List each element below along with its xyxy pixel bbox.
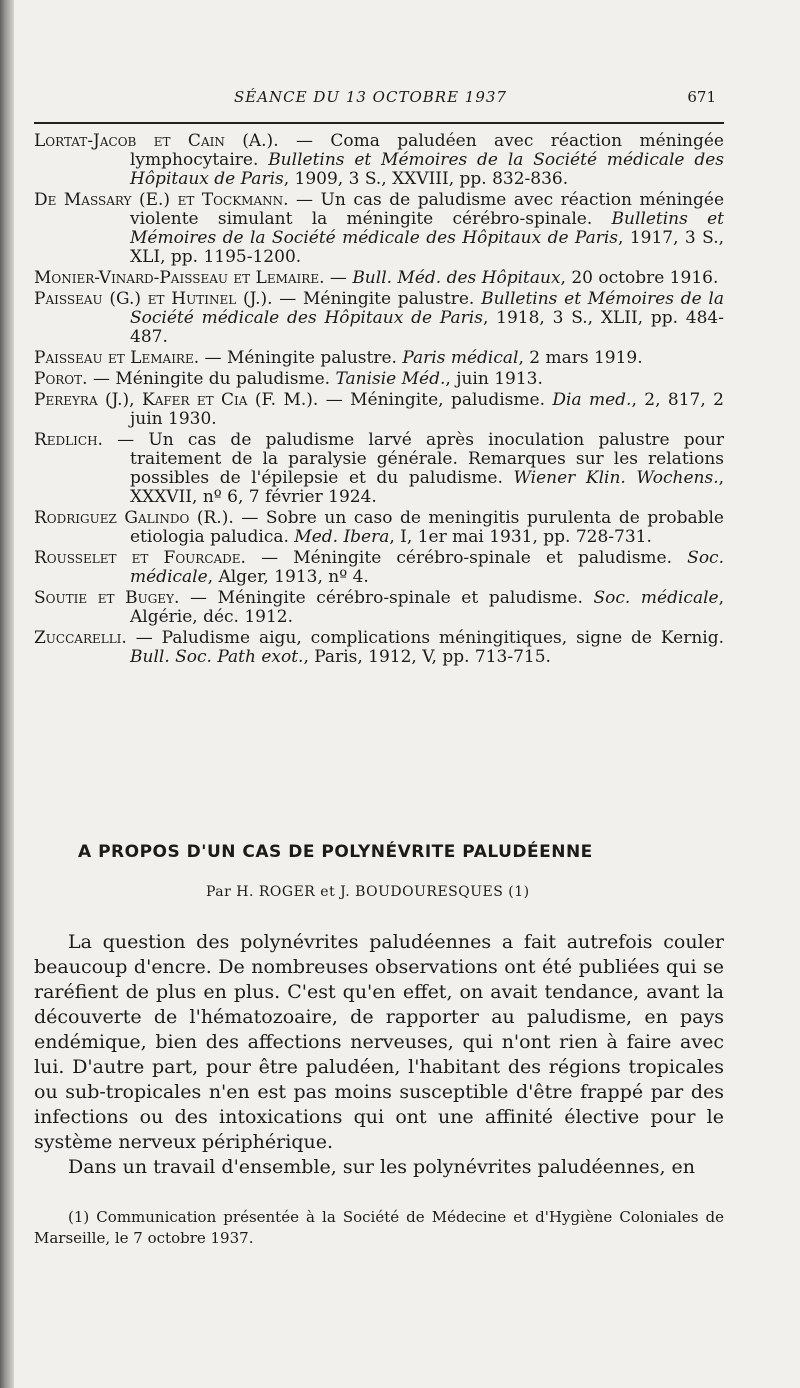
reference-details: , 1917, 3 S., XLI, pp. 1195-1200.	[130, 228, 725, 267]
reference-title: — Coma paludéen avec réaction méningée lymphocytaire.	[130, 131, 724, 170]
reference-entry	[34, 370, 724, 389]
reference-entry	[34, 431, 724, 507]
reference-journal: Bull. Méd. des Hôpitaux	[352, 268, 561, 288]
header-rule	[34, 122, 724, 124]
reference-authors: Soutie et Bugey.	[34, 588, 180, 608]
running-head	[34, 88, 724, 112]
reference-entry	[34, 349, 724, 368]
reference-journal: Tanisie Méd.	[335, 369, 446, 389]
reference-journal: Dia med.	[552, 390, 632, 410]
reference-title: — Méningite cérébro-spinale et paludisme.	[245, 548, 688, 568]
reference-journal: Bull. Soc. Path exot.	[130, 647, 304, 667]
reference-journal: Paris médical	[402, 348, 519, 368]
reference-details: , 2 mars 1919.	[518, 348, 643, 368]
reference-details: , Paris, 1912, V, pp. 713-715.	[303, 647, 551, 667]
reference-title: — Sobre un caso de meningitis purulenta de probable etiologia paludica.	[130, 508, 724, 547]
reference-journal: Bulletins et Mémoires de la Société médicale des Hôpitaux de Paris	[130, 150, 724, 189]
reference-journal: Bulletins et Mémoires de la Société médicale des Hôpitaux de Paris	[130, 289, 724, 328]
reference-authors: De Massary (E.) et Tockmann.	[34, 190, 289, 210]
reference-title: — Méningite cérébro-spinale et paludisme.	[179, 588, 594, 608]
reference-title: —	[324, 268, 353, 288]
article-authors: Par H. ROGER et J. BOUDOURESQUES (1)	[206, 884, 530, 900]
reference-details: , Alger, 1913, nº 4.	[207, 567, 369, 587]
reference-details: , 20 octobre 1916.	[560, 268, 719, 288]
reference-entry	[34, 269, 724, 288]
running-title: SÉANCE DU 13 OCTOBRE 1937	[234, 88, 507, 106]
reference-title: — Un cas de paludisme avec réaction méningée violente simulant la méningite cérébro-spinale.	[130, 190, 724, 229]
body-paragraph: Dans un travail d'ensemble, sur les polynévrites paludéennes, en	[68, 1156, 695, 1178]
article-body	[34, 930, 724, 1180]
reference-authors: Zuccarelli.	[34, 628, 127, 648]
article-title: A PROPOS D'UN CAS DE POLYNÉVRITE PALUDÉENNE	[78, 842, 593, 862]
reference-title: — Méningite, paludisme.	[318, 390, 553, 410]
reference-entry	[34, 290, 724, 347]
reference-authors: Rousselet et Fourcade.	[34, 548, 246, 568]
reference-authors: Paisseau et Lemaire.	[34, 348, 200, 368]
reference-entry	[34, 509, 724, 547]
reference-journal: Soc. médicale	[130, 548, 724, 587]
reference-entry	[34, 629, 724, 667]
reference-details: , XXXVII, nº 6, 7 février 1924.	[130, 468, 724, 507]
reference-details: , 1909, 3 S., XXVIII, pp. 832-836.	[283, 169, 569, 189]
reference-title: — Méningite du paludisme.	[87, 369, 336, 389]
reference-entry	[34, 549, 724, 587]
reference-authors: Paisseau (G.) et Hutinel (J.).	[34, 289, 273, 309]
reference-journal: Soc. médicale	[593, 588, 719, 608]
page-number: 671	[687, 88, 716, 106]
reference-entry	[34, 391, 724, 429]
reference-authors: Pereyra (J.), Kafer et Cia (F. M.).	[34, 390, 319, 410]
footnote: (1) Communication présentée à la Société de Médecine et d'Hygiène Coloniales de Marseille, le 7 octobre 1937.	[34, 1208, 724, 1247]
reference-details: , 2, 817, 2 juin 1930.	[130, 390, 724, 429]
reference-authors: Lortat-Jacob et Cain (A.).	[34, 131, 279, 151]
reference-authors: Rodriguez Galindo (R.).	[34, 508, 234, 528]
reference-title: — Méningite palustre.	[272, 289, 482, 309]
reference-entry	[34, 132, 724, 189]
reference-details: , Algérie, déc. 1912.	[130, 588, 724, 627]
body-paragraph: La question des polynévrites paludéennes a fait autrefois couler beaucoup d'encre. De nombreuses observations ont été publiées qui se raréfient de plus en plus. C'est qu'en effet, on avait tendance, avant la découverte de l'hématozoaire, de rapporter au paludisme, en pays endémique, bien des affections nerveuses, qui n'ont rien à faire avec lui. D'autre part, pour être paludéen, l'habitant des régions tropicales ou sub-tropicales n'en est pas moins susceptible d'être frappé par des infections ou des intoxications qui ont une affinité élective pour le système nerveux périphérique.	[34, 931, 724, 1153]
reference-details: , juin 1913.	[445, 369, 543, 389]
reference-journal: Bulletins et Mémoires de la Société médicale des Hôpitaux de Paris	[130, 209, 724, 248]
page-gutter-shadow	[0, 0, 14, 1388]
reference-details: , I, 1er mai 1931, pp. 728-731.	[389, 527, 652, 547]
reference-title: — Méningite palustre.	[199, 348, 403, 368]
reference-details: , 1918, 3 S., XLII, pp. 484-487.	[130, 308, 724, 347]
reference-journal: Wiener Klin. Wochens.	[513, 468, 719, 488]
reference-authors: Porot.	[34, 369, 88, 389]
reference-authors: Monier-Vinard-Paisseau et Lemaire.	[34, 268, 325, 288]
reference-entry	[34, 589, 724, 627]
reference-title: — Paludisme aigu, complications méningitiques, signe de Kernig.	[126, 628, 724, 648]
reference-title: — Un cas de paludisme larvé après inoculation palustre pour traitement de la paralysie générale. Remarques sur les relations possibles de l'épilepsie et du paludisme.	[102, 430, 724, 488]
reference-authors: Redlich.	[34, 430, 103, 450]
reference-list	[34, 132, 724, 669]
reference-entry	[34, 191, 724, 267]
reference-journal: Med. Ibera	[294, 527, 390, 547]
